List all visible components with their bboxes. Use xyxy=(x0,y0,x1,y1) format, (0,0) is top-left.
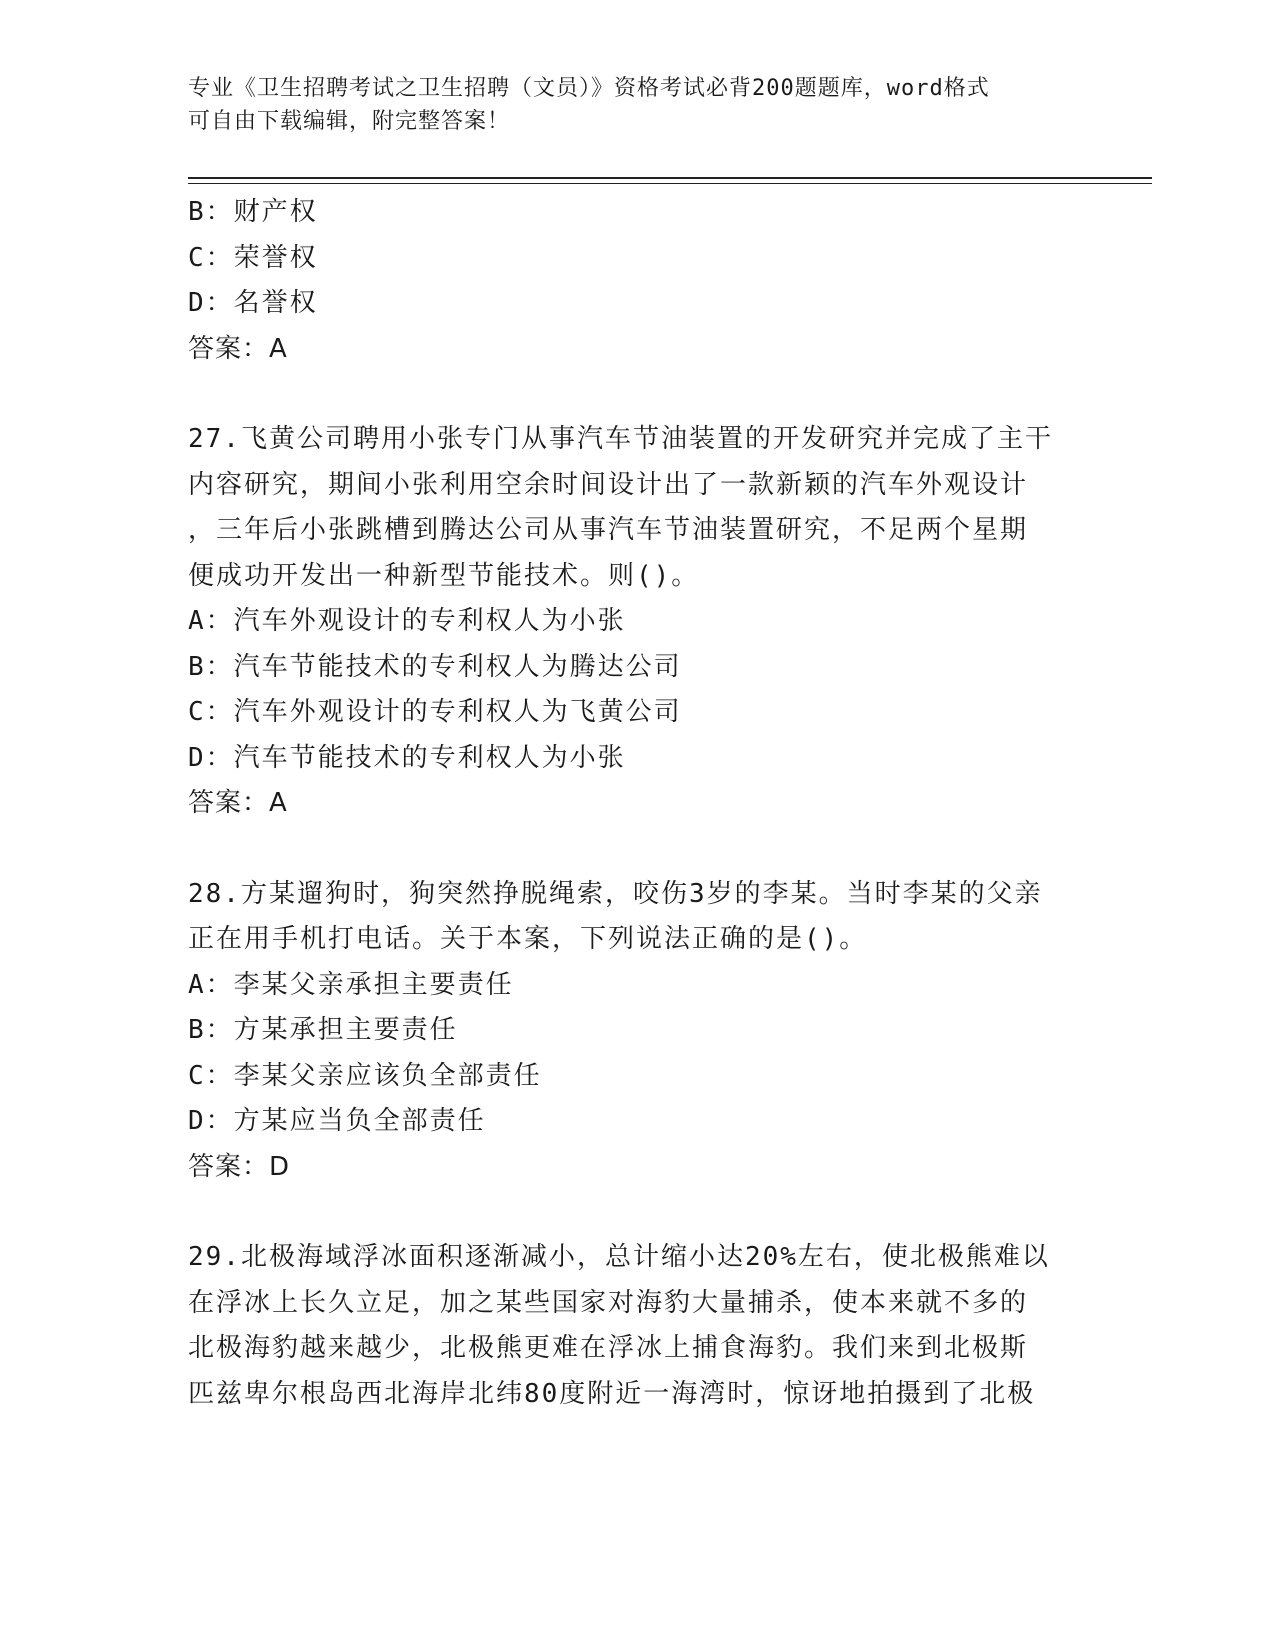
question-stem-line: 便成功开发出一种新型节能技术。则()。 xyxy=(188,560,700,591)
header-title-line-1: 专业《卫生招聘考试之卫生招聘（文员）》资格考试必背200题题库，word格式 xyxy=(188,76,990,101)
question-29 xyxy=(188,1235,1088,1417)
question-stem-line: 北极海豹越来越少，北极熊更难在浮冰上捕食海豹。我们来到北极斯 xyxy=(188,1333,1029,1363)
spacer xyxy=(188,1190,1088,1235)
question-stem-line: ，三年后小张跳槽到腾达公司从事汽车节油装置研究，不足两个星期 xyxy=(188,515,1029,545)
question-stem-line: 正在用手机打电话。关于本案，下列说法正确的是()。 xyxy=(188,924,868,954)
spacer xyxy=(188,372,1088,417)
answer-line: 答案：A xyxy=(188,333,288,364)
option-d: D：汽车节能技术的专利权人为小张 xyxy=(188,742,626,773)
question-stem-line: 27.飞黄公司聘用小张专门从事汽车节油装置的开发研究并完成了主干 xyxy=(188,424,1053,454)
option-d: D：方某应当负全部责任 xyxy=(188,1106,486,1136)
answer-line: 答案：D xyxy=(188,1151,291,1182)
question-28 xyxy=(188,872,1088,1191)
option-b: B：方某承担主要责任 xyxy=(188,1015,458,1045)
spacer xyxy=(188,827,1088,872)
option-d: D：名誉权 xyxy=(188,288,318,318)
question-stem-line: 29.北极海域浮冰面积逐渐减小，总计缩小达20%左右，使北极熊难以 xyxy=(188,1242,1050,1272)
document-header xyxy=(188,72,1088,138)
question-26 xyxy=(188,190,1088,372)
question-27 xyxy=(188,417,1088,827)
option-b: B：财产权 xyxy=(188,197,318,227)
option-a: A：李某父亲承担主要责任 xyxy=(188,969,514,1000)
question-stem-line: 匹兹卑尔根岛西北海岸北纬80度附近一海湾时，惊讶地拍摄到了北极 xyxy=(188,1378,1036,1409)
answer-line: 答案：A xyxy=(188,788,288,818)
question-stem-line: 28.方某遛狗时，狗突然挣脱绳索，咬伤3岁的李某。当时李某的父亲 xyxy=(188,878,1043,909)
option-a: A：汽车外观设计的专利权人为小张 xyxy=(188,606,626,636)
question-stem-line: 内容研究，期间小张利用空余时间设计出了一款新颖的汽车外观设计 xyxy=(188,469,1029,500)
option-c: C：李某父亲应该负全部责任 xyxy=(188,1060,542,1091)
option-c: C：汽车外观设计的专利权人为飞黄公司 xyxy=(188,697,682,727)
header-rule-thick xyxy=(188,177,1152,179)
header-title-line-2: 可自由下载编辑，附完整答案！ xyxy=(188,109,511,134)
question-content xyxy=(188,190,1088,1417)
question-stem-line: 在浮冰上长久立足，加之某些国家对海豹大量捕杀，使本来就不多的 xyxy=(188,1287,1029,1318)
option-c: C：荣誉权 xyxy=(188,242,318,273)
option-b: B：汽车节能技术的专利权人为腾达公司 xyxy=(188,651,682,682)
header-rule-thin xyxy=(188,183,1152,184)
